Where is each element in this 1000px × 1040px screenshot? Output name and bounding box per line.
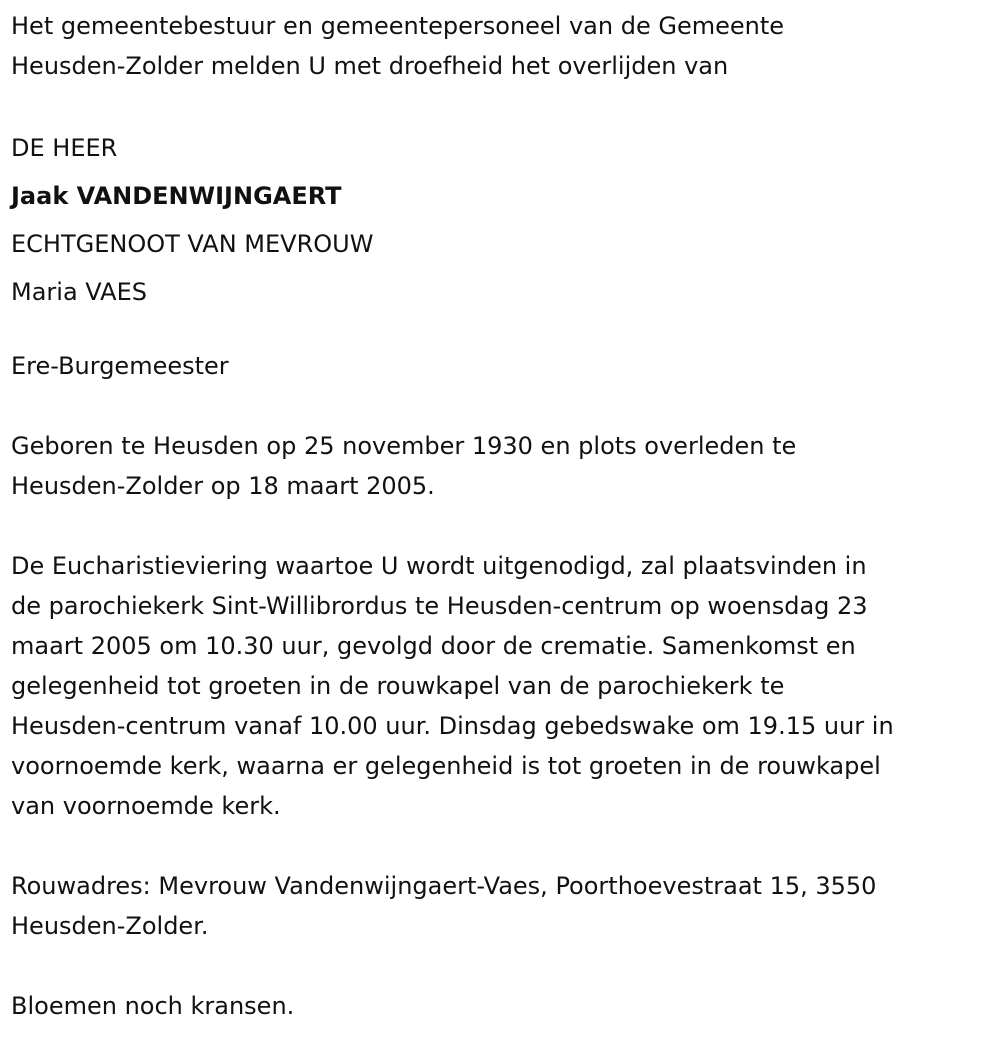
spacer xyxy=(11,946,991,986)
spacer xyxy=(11,316,991,346)
spacer xyxy=(11,386,991,426)
obituary-notice xyxy=(11,6,991,1026)
spouse-label: ECHTGENOOT VAN MEVROUW xyxy=(11,230,374,258)
spacer xyxy=(11,826,991,866)
deceased-name: Jaak VANDENWIJNGAERT xyxy=(11,182,342,210)
deceased-role: Ere-Burgemeester xyxy=(11,352,229,380)
spacer xyxy=(11,86,991,116)
spacer xyxy=(11,506,991,546)
address-paragraph: Rouwadres: Mevrouw Vandenwijngaert-Vaes, Poorthoevestraat 15, 3550 Heusden-Zolder. xyxy=(11,872,877,940)
birth-death-paragraph: Geboren te Heusden op 25 november 1930 en plots overleden te Heusden-Zolder op 18 maart 2005. xyxy=(11,432,797,500)
ceremony-paragraph: De Eucharistieviering waartoe U wordt uitgenodigd, zal plaatsvinden in de parochiekerk Sint-Willibrordus te Heusden-centrum op woensdag 23 maart 2005 om 10.30 uur, gevolgd door de crematie. Samenkomst en gelegenheid tot groeten in de rouwkapel van de parochiekerk te Heusden-centrum vanaf 10.00 uur. Dinsdag gebedswake om 19.15 uur in voornoemde kerk, waarna er gelegenheid is tot groeten in de rouwkapel van voornoemde kerk. xyxy=(11,552,894,820)
deceased-title: DE HEER xyxy=(11,134,118,162)
intro-paragraph: Het gemeentebestuur en gemeentepersoneel van de Gemeente Heusden-Zolder melden U met droefheid het overlijden van xyxy=(11,12,785,80)
spouse-name: Maria VAES xyxy=(11,278,147,306)
closing-line: Bloemen noch kransen. xyxy=(11,992,295,1020)
